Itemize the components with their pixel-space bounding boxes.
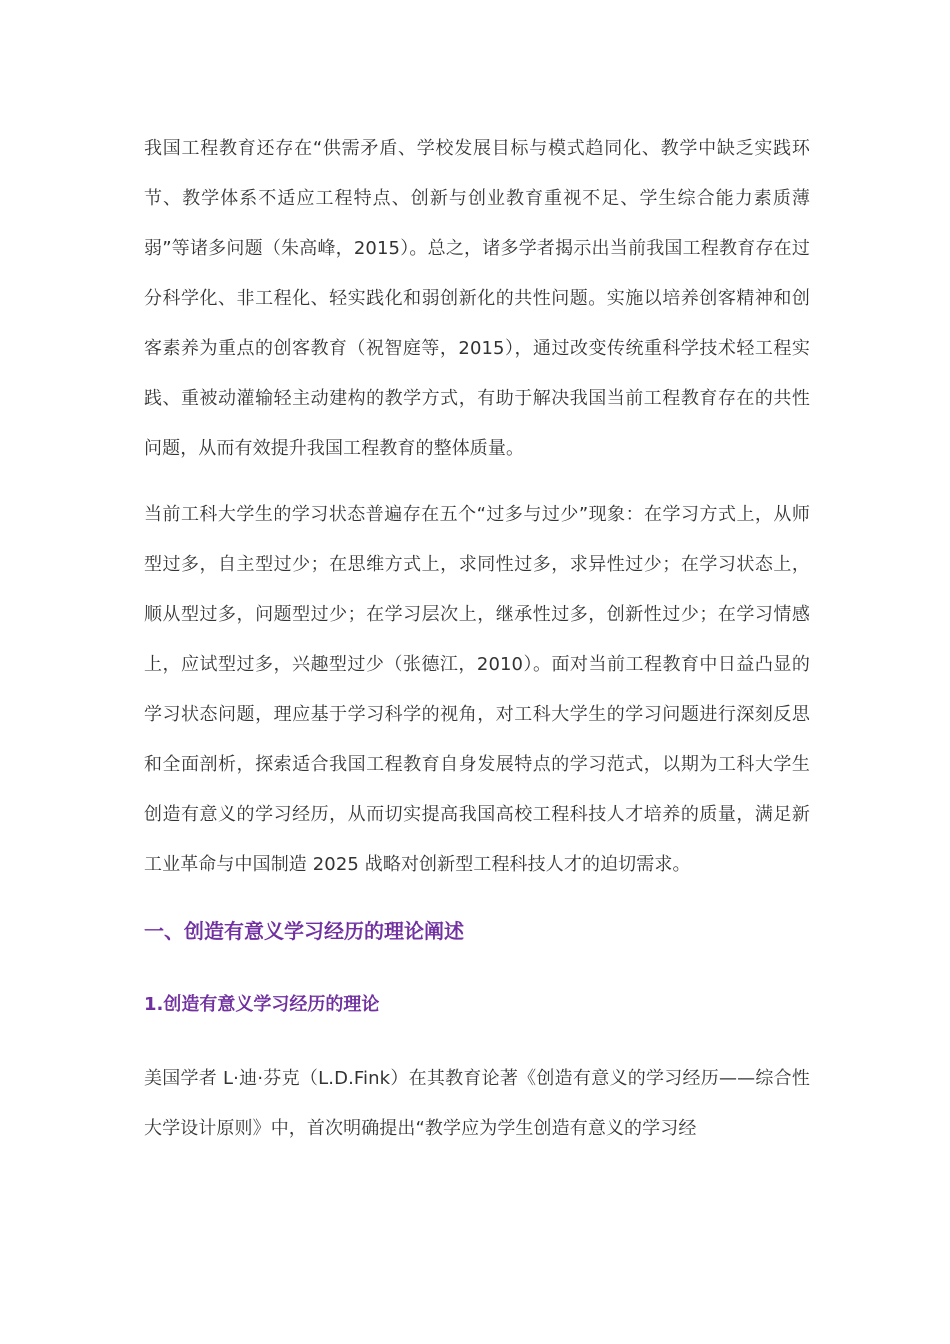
spacer (144, 1030, 810, 1054)
paragraph-engineering-education-problems: 我国工程教育还存在“供需矛盾、学校发展目标与模式趋同化、教学中缺乏实践环节、教学体系不适应工程特点、创新与创业教育重视不足、学生综合能力素质薄弱”等诸多问题（朱高峰，2015）。总之，诸多学者揭示出当前我国工程教育存在过分科学化、非工程化、轻实践化和弱创新化的共性问题。实施以培养创客精神和创客素养为重点的创客教育（祝智庭等，2015），通过改变传统重科学技术轻工程实践、重被动灌输轻主动建构的教学方式，有助于解决我国当前工程教育存在的共性问题，从而有效提升我国工程教育的整体质量。 (144, 138, 810, 459)
spacer (144, 956, 810, 980)
paragraph-learning-state: 当前工科大学生的学习状态普遍存在五个“过多与过少”现象：在学习方式上，从师型过多，自主型过少；在思维方式上，求同性过多，求异性过少；在学习状态上，顺从型过多，问题型过少；在学习层次上，继承性过多，创新性过少；在学习情感上，应试型过多，兴趣型过少（张德江，2010）。面对当前工程教育中日益凸显的学习状态问题，理应基于学习科学的视角，对工科大学生的学习问题进行深刻反思和全面剖析，探索适合我国工程教育自身发展特点的学习范式，以期为工科大学生创造有意义的学习经历，从而切实提高我国高校工程科技人才培养的质量，满足新工业革命与中国制造 2025 战略对创新型工程科技人才的迫切需求。 (144, 504, 810, 875)
spacer (144, 890, 810, 906)
spacer (144, 474, 810, 490)
section-heading: 一、创造有意义学习经历的理论阐述 (144, 919, 464, 943)
document-page (144, 124, 810, 1154)
subsection-heading: 1.创造有意义学习经历的理论 (144, 994, 380, 1015)
paragraph-fink-theory: 美国学者 L·迪·芬克（L.D.Fink）在其教育论著《创造有意义的学习经历——综合性大学设计原则》中，首次明确提出“教学应为学生创造有意义的学习经 (144, 1068, 810, 1139)
